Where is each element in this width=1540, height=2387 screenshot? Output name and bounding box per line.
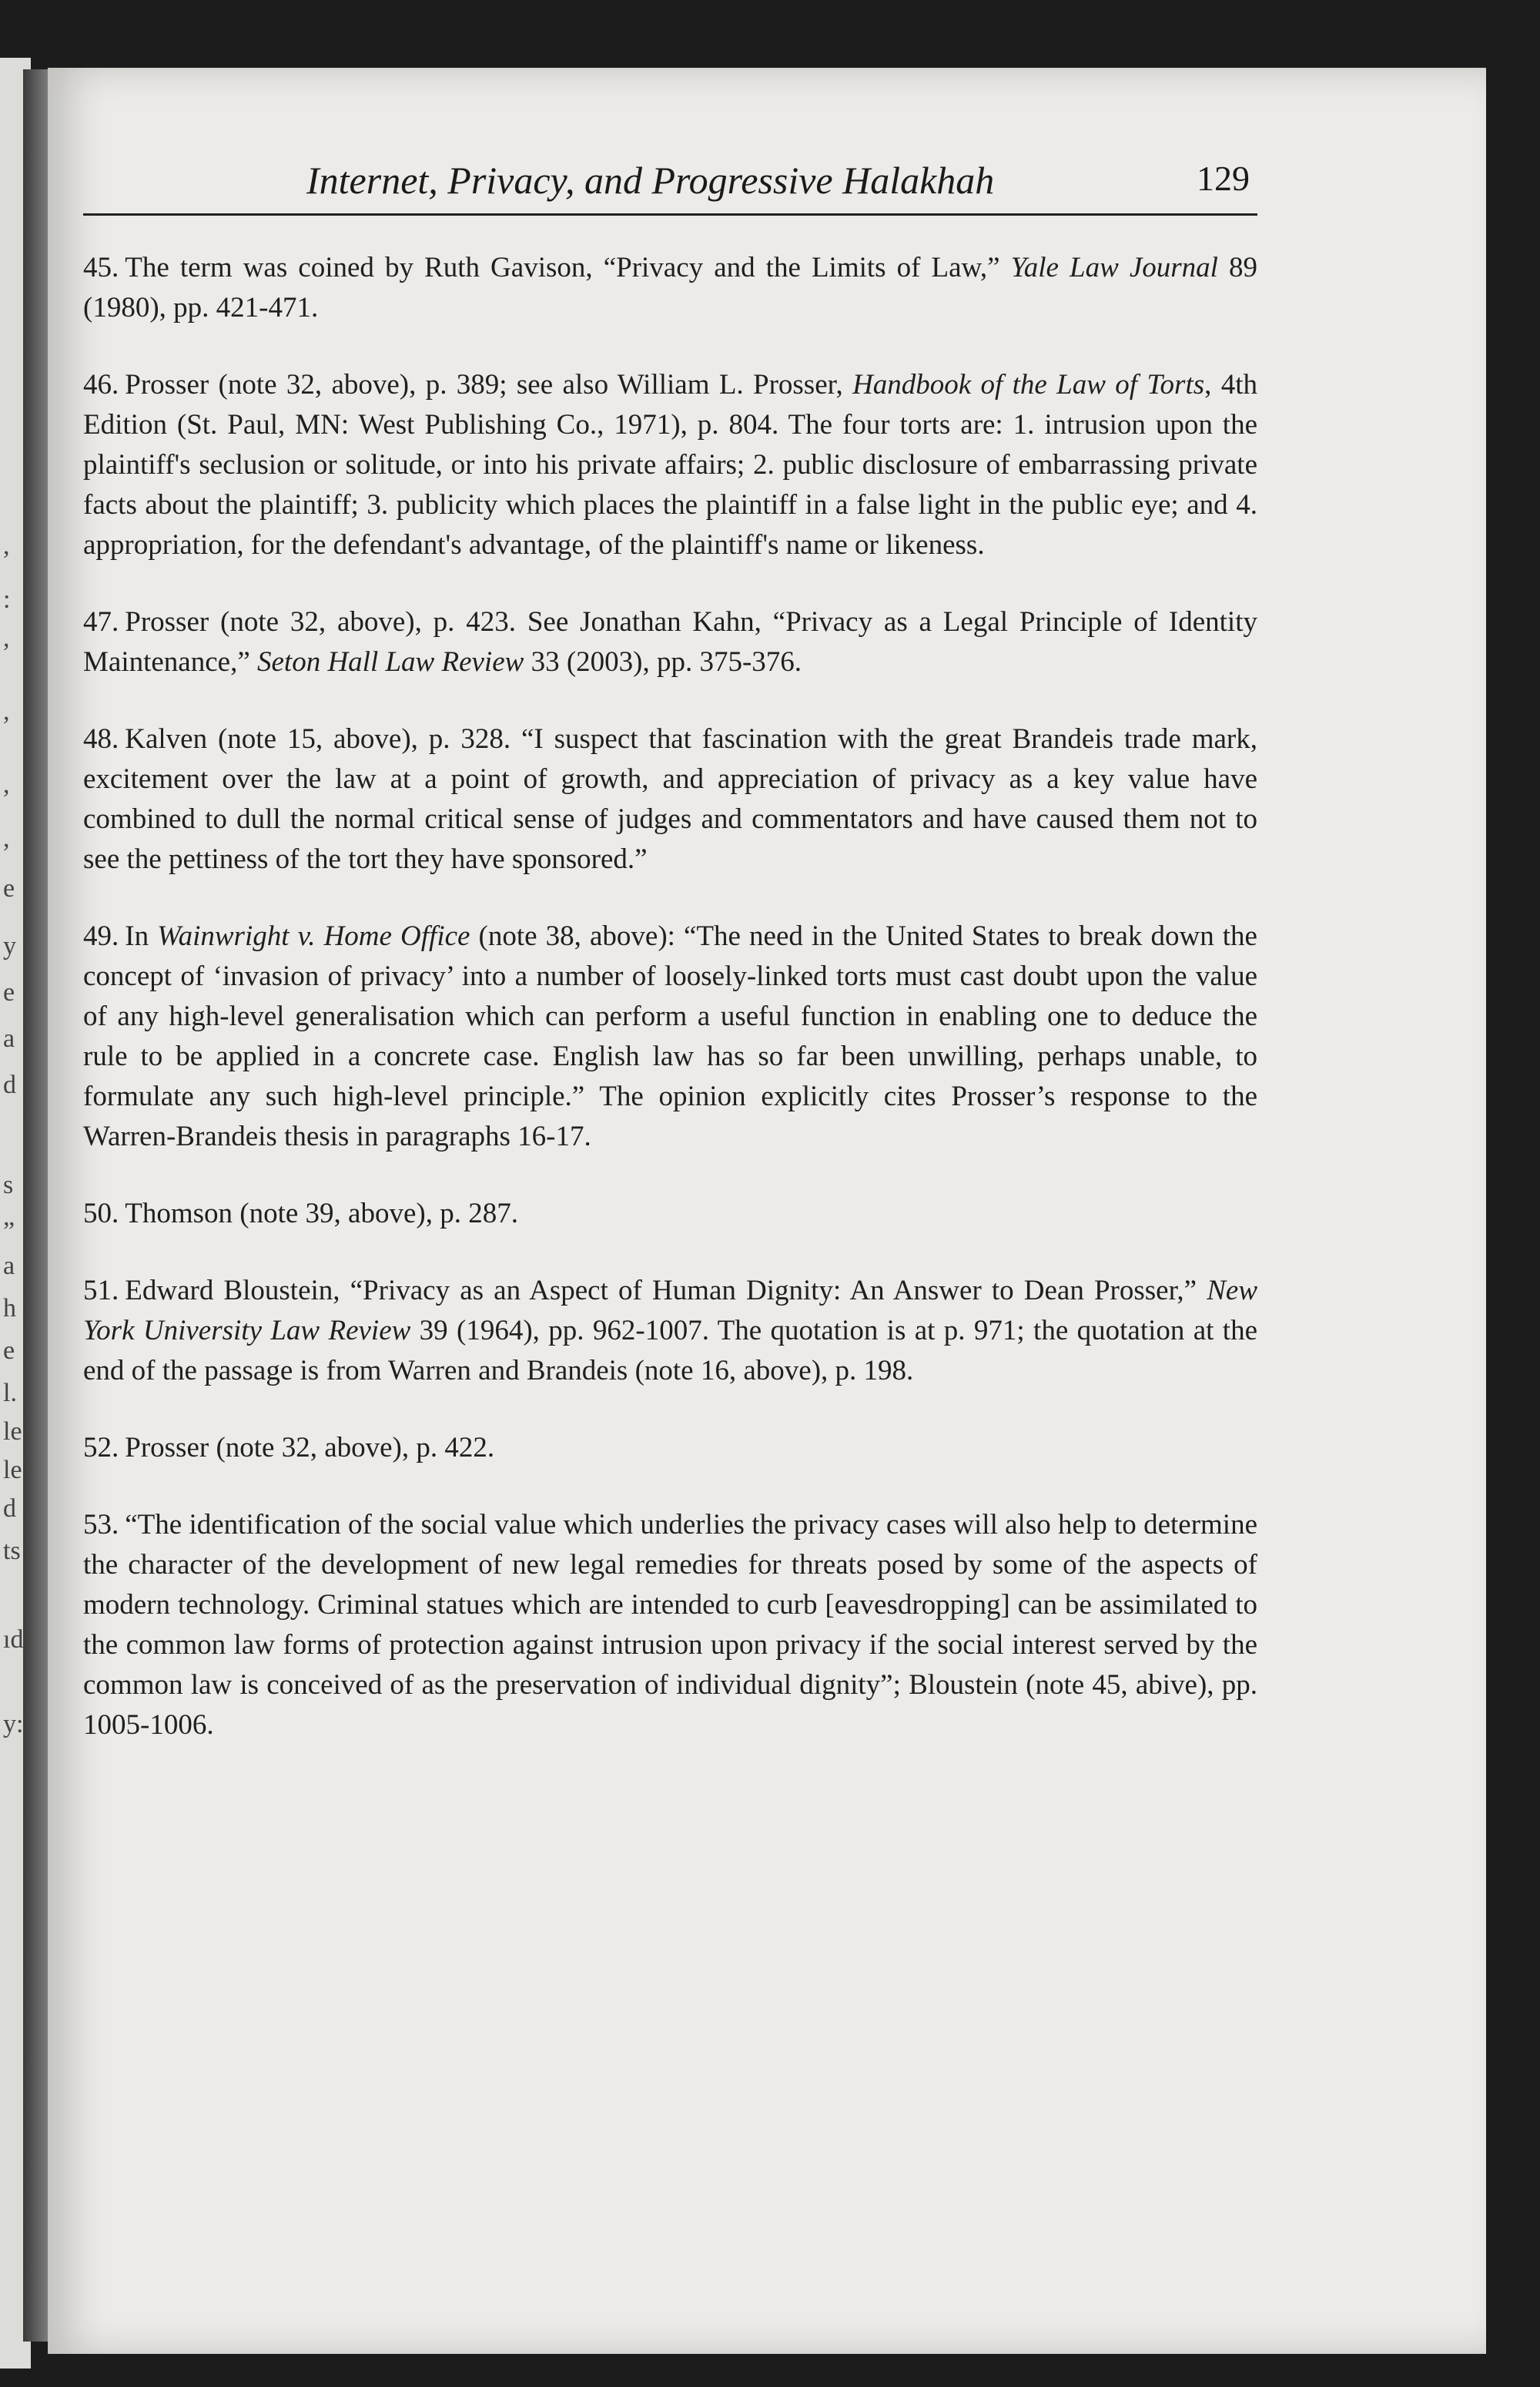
endnote-number: 51. bbox=[83, 1275, 119, 1306]
endnote-text: Prosser (note 32, above), p. 389; see also William L. Prosser, bbox=[125, 369, 853, 401]
endnote bbox=[83, 365, 1257, 565]
endnote-number: 53. bbox=[83, 1509, 119, 1540]
endnote-number: 47. bbox=[83, 606, 119, 638]
endnote-number: 50. bbox=[83, 1198, 119, 1229]
endnote-text: “The identification of the social value which underlies the privacy cases will also help to determine the character of the development of new legal remedies for threats posed by some of the aspects of modern technology. Criminal statues which are intended to curb [eavesdropping] can be assimilated to the common law forms of protection against intrusion upon privacy if the social interest served by the common law is conceived of as the preservation of individual dignity”; Bloustein (note 45, abive), pp. 1005-1006. bbox=[83, 1509, 1257, 1741]
endnote bbox=[83, 1428, 1257, 1468]
endnote-number: 46. bbox=[83, 369, 119, 401]
adjacent-page-text-fragment: le bbox=[3, 1417, 22, 1446]
adjacent-page-text-fragment: e bbox=[3, 978, 15, 1007]
adjacent-page-text-fragment: , bbox=[3, 697, 10, 726]
adjacent-page-text-fragment: a bbox=[3, 1252, 15, 1280]
adjacent-page-text-fragment: le bbox=[3, 1456, 22, 1484]
endnote bbox=[83, 1194, 1257, 1234]
endnote-italic-title: Yale Law Journal bbox=[1010, 252, 1218, 283]
endnote-text: 39 (1964), pp. 962-1007. The quotation is at p. 971; the quotation at the end of the passage is from Warren and Brandeis (note 16, above), p. 198. bbox=[83, 1315, 1258, 1386]
running-title: Internet, Privacy, and Progressive Halakhah bbox=[306, 159, 995, 202]
running-header bbox=[83, 158, 1257, 216]
endnote-text: 89 (1980), pp. 421-471. bbox=[83, 252, 1258, 324]
endnotes-list bbox=[83, 248, 1257, 1782]
endnote-number: 45. bbox=[83, 252, 119, 283]
endnote bbox=[83, 719, 1257, 880]
adjacent-page-text-fragment: ıd bbox=[3, 1625, 24, 1654]
adjacent-page-text-fragment: d bbox=[3, 1071, 16, 1099]
adjacent-page-text-fragment: l. bbox=[3, 1379, 17, 1407]
endnote-text: The term was coined by Ruth Gavison, “Privacy and the Limits of Law,” bbox=[125, 252, 1011, 283]
endnote bbox=[83, 248, 1257, 328]
page-number: 129 bbox=[1197, 159, 1250, 198]
endnote-text: Thomson (note 39, above), p. 287. bbox=[125, 1198, 518, 1229]
adjacent-page-text-fragment: h bbox=[3, 1294, 16, 1323]
adjacent-page-text-fragment: ” bbox=[3, 1217, 15, 1245]
endnote bbox=[83, 1271, 1257, 1391]
endnote-text: Kalven (note 15, above), p. 328. “I suspect that fascination with the great Brandeis trade mark, excitement over the law at a point of growth, and appreciation of privacy as a key value have combined to dull the normal critical sense of judges and commentators and have caused them not to see the pettiness of the tort they have sponsored.” bbox=[83, 723, 1257, 875]
endnote-text: Prosser (note 32, above), p. 422. bbox=[125, 1432, 495, 1463]
endnote bbox=[83, 602, 1257, 682]
adjacent-page-text-fragment: , bbox=[3, 624, 10, 652]
adjacent-page-text-fragment: s bbox=[3, 1171, 14, 1199]
endnote-italic-title: Seton Hall Law Review bbox=[257, 646, 524, 678]
adjacent-page-text-fragment: e bbox=[3, 1336, 15, 1365]
adjacent-page-text-fragment: , bbox=[3, 770, 10, 799]
adjacent-page-text-fragment: , bbox=[3, 531, 10, 560]
adjacent-page-text-fragment: ts bbox=[3, 1537, 21, 1565]
adjacent-page-text-fragment: d bbox=[3, 1494, 16, 1523]
endnote-number: 48. bbox=[83, 723, 119, 755]
endnote-italic-title: Wainwright v. Home Office bbox=[157, 920, 470, 952]
endnote-number: 49. bbox=[83, 920, 119, 952]
adjacent-page-text-fragment: a bbox=[3, 1024, 15, 1053]
endnote-text: Edward Bloustein, “Privacy as an Aspect of Human Dignity: An Answer to Dean Prosser,” bbox=[125, 1275, 1207, 1306]
endnote-number: 52. bbox=[83, 1432, 119, 1463]
adjacent-page-text-fragment: y bbox=[3, 932, 16, 960]
endnote bbox=[83, 917, 1257, 1157]
endnote-text: , 4th Edition (St. Paul, MN: West Publishing Co., 1971), p. 804. The four torts are: 1. intrusion upon the plaintiff's seclusion or solitude, or into his private affairs; 2. public disclosure of embarrassing private facts about the plaintiff; 3. publicity which places the plaintiff in a false light in the public eye; and 4. appropriation, for the defendant's advantage, of the plaintiff's name or likeness. bbox=[83, 369, 1258, 561]
endnote bbox=[83, 1505, 1257, 1745]
adjacent-page-text-fragment: , bbox=[3, 824, 10, 853]
adjacent-page-text-fragment: y: bbox=[3, 1710, 24, 1738]
endnote-italic-title: Handbook of the Law of Torts bbox=[852, 369, 1205, 401]
endnote-text: In bbox=[125, 920, 158, 952]
endnote-text: (note 38, above): “The need in the United States to break down the concept of ‘invasion of privacy’ into a number of loosely-linked torts must cast doubt upon the value of any high-level generalisation which can perform a useful function in enabling one to deduce the rule to be applied in a concrete case. English law has so far been unwilling, perhaps unable, to formulate any such high-level principle.” The opinion explicitly cites Prosser’s response to the Warren-Brandeis thesis in paragraphs 16-17. bbox=[83, 920, 1257, 1152]
adjacent-page-text-fragment: e bbox=[3, 874, 15, 903]
adjacent-page-text-fragment: : bbox=[3, 585, 11, 614]
endnote-text: 33 (2003), pp. 375-376. bbox=[524, 646, 802, 678]
endnote-text: Prosser (note 32, above), p. 423. See Jonathan Kahn, “Privacy as a Legal Principle of Identity Maintenance,” bbox=[83, 606, 1257, 678]
endnote-italic-title: New York University Law Review bbox=[83, 1275, 1257, 1346]
